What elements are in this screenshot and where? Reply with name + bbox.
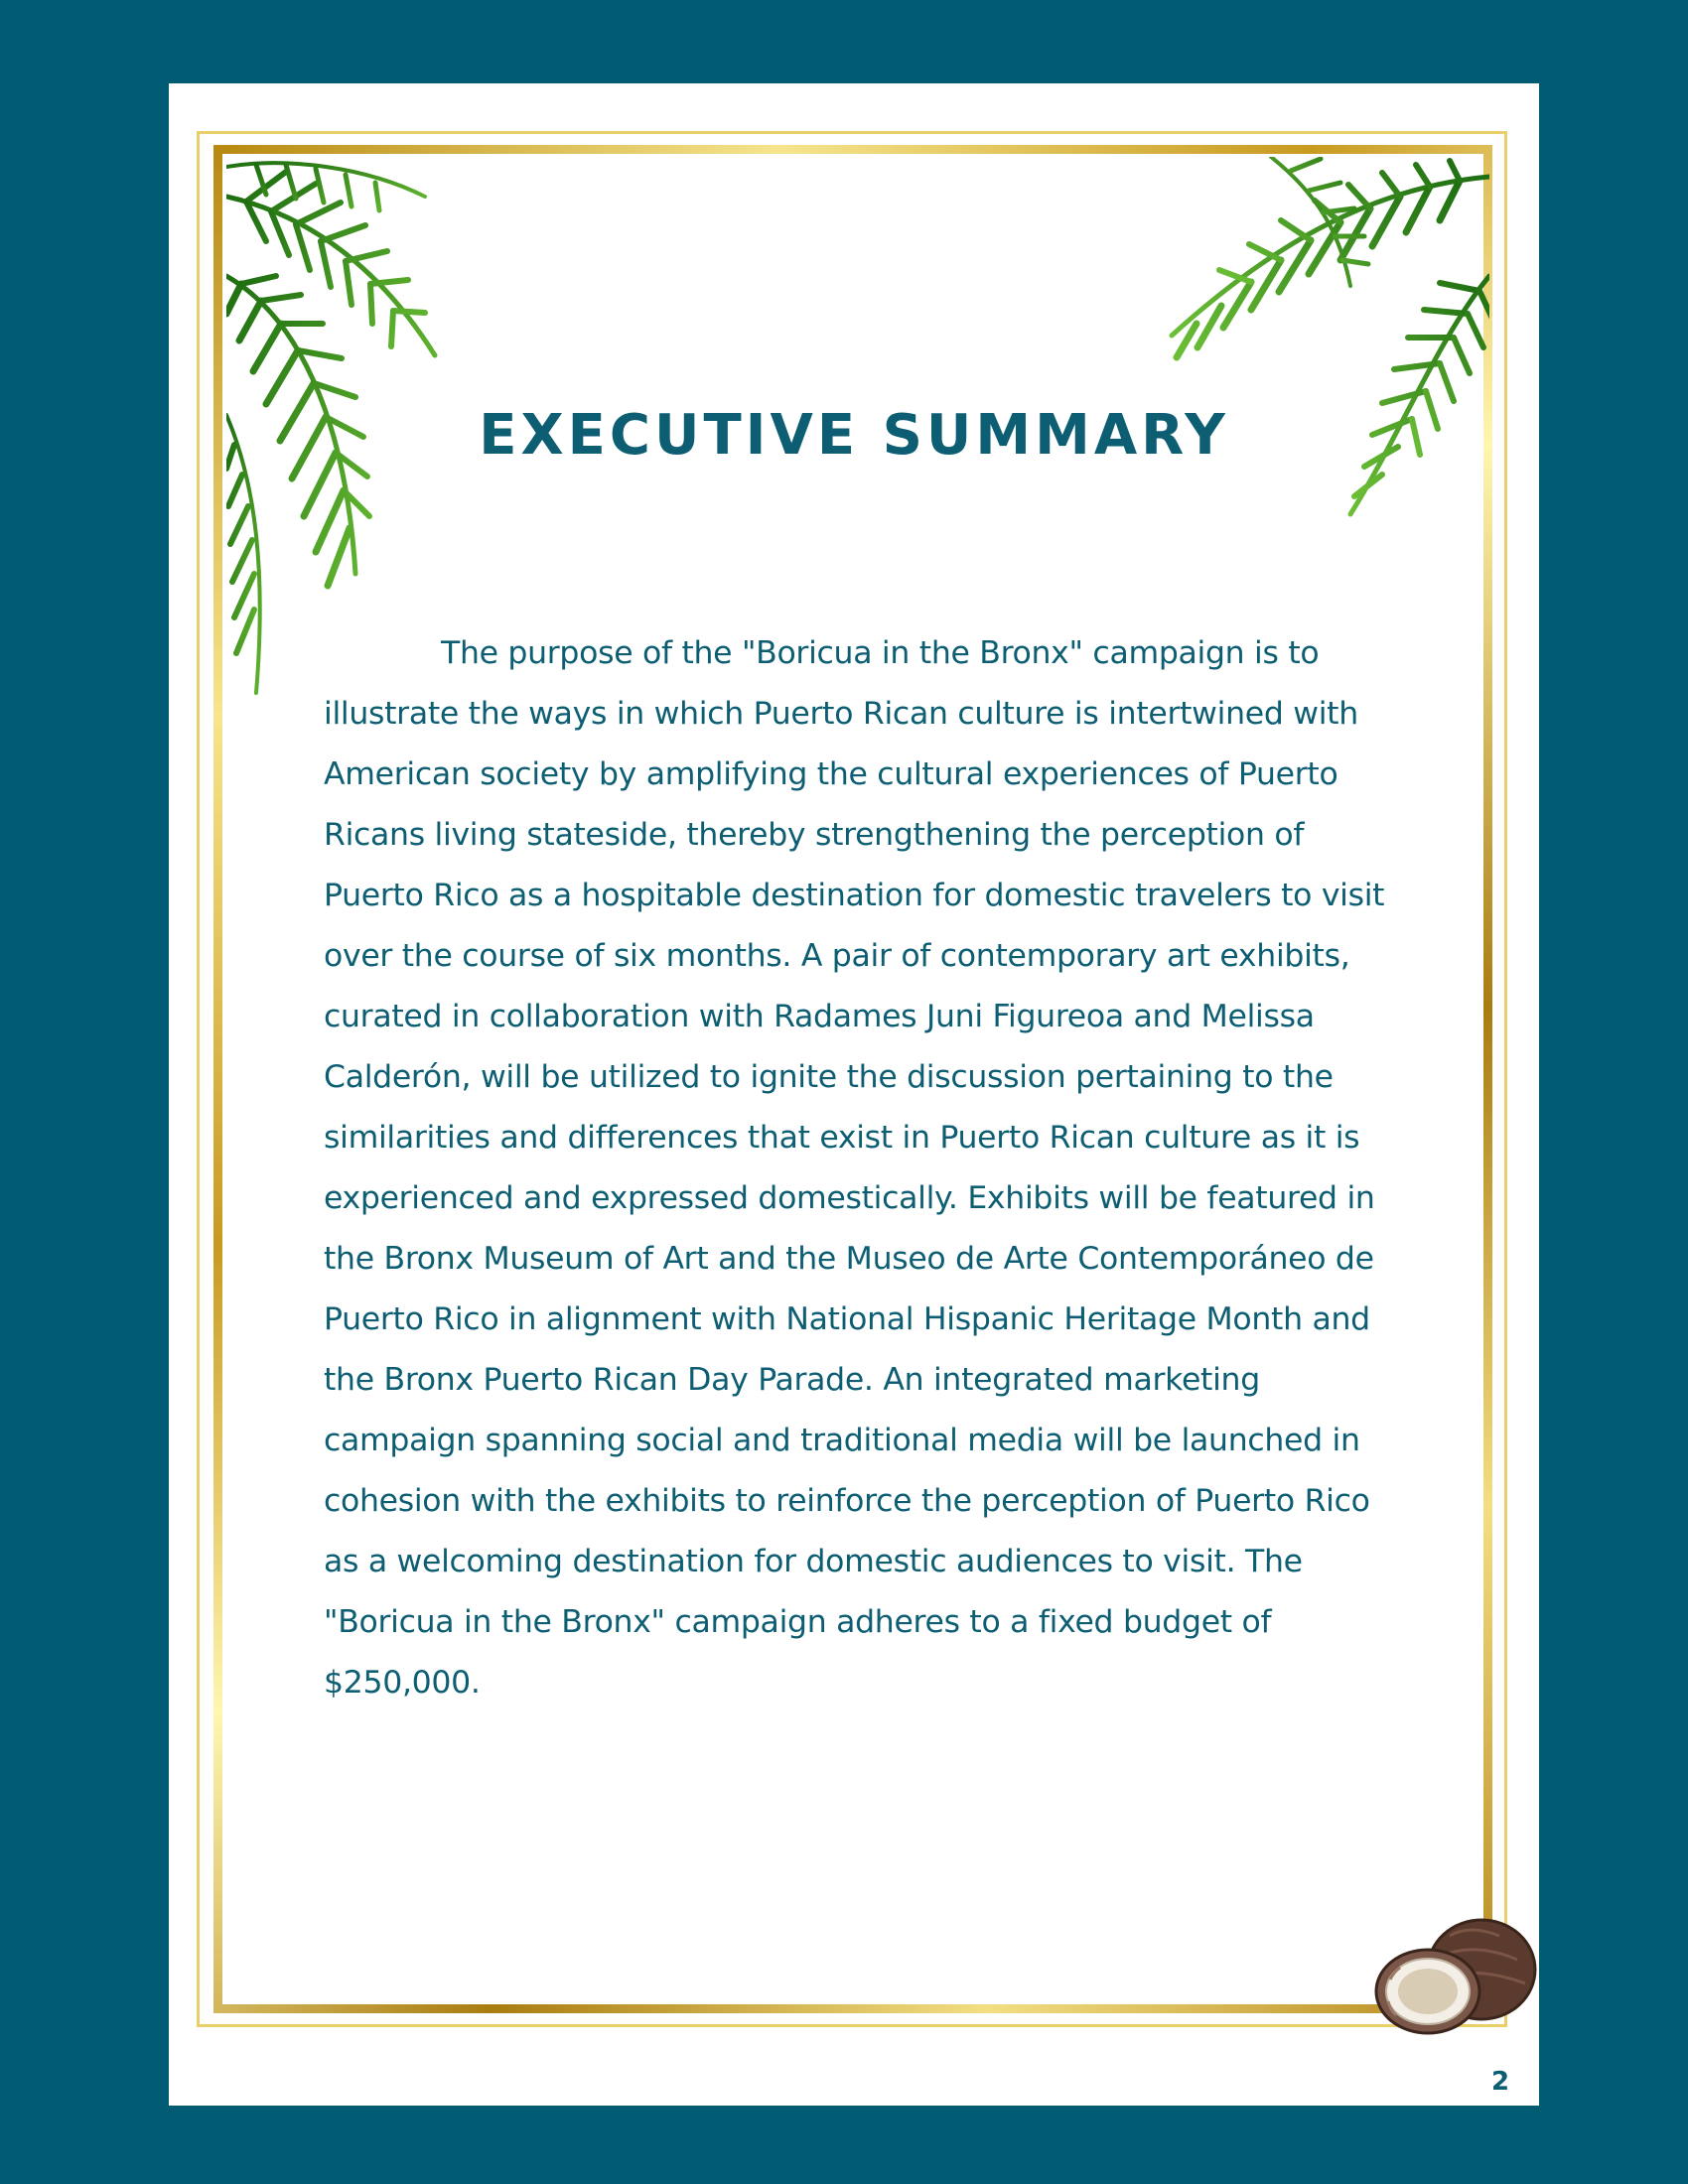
palm-fronds-right-icon (1023, 157, 1489, 614)
document-page (169, 83, 1539, 2106)
page-title: EXECUTIVE SUMMARY (479, 403, 1229, 468)
summary-paragraph: The purpose of the "Boricua in the Bronx" campaign is to illustrate the ways in which Puerto Rican culture is intertwined with American society by amplifying the cultural experiences of Puerto Ricans living stateside, thereby strengthening the perception of Puerto Rico as a hospitable destination for domestic travelers to visit over the course of six months. A pair of contemporary art exhibits, curated in collaboration with Radames Juni Figureoa and Melissa Calderón, will be utilized to ignite the discussion pertaining to the similarities and differences that exist in Puerto Rican culture as it is experienced and expressed domestically. Exhibits will be featured in the Bronx Museum of Art and the Museo de Arte Contemporáneo de Puerto Rico in alignment with National Hispanic Heritage Month and the Bronx Puerto Rican Day Parade. An integrated marketing campaign spanning social and traditional media will be launched in cohesion with the exhibits to reinforce the perception of Puerto Rico as a welcoming destination for domestic audiences to visit. The "Boricua in the Bronx" campaign adheres to a fixed budget of $250,000. (324, 635, 1385, 1701)
page-number: 2 (1491, 2067, 1510, 2097)
coconut-icon (1370, 1916, 1539, 2035)
